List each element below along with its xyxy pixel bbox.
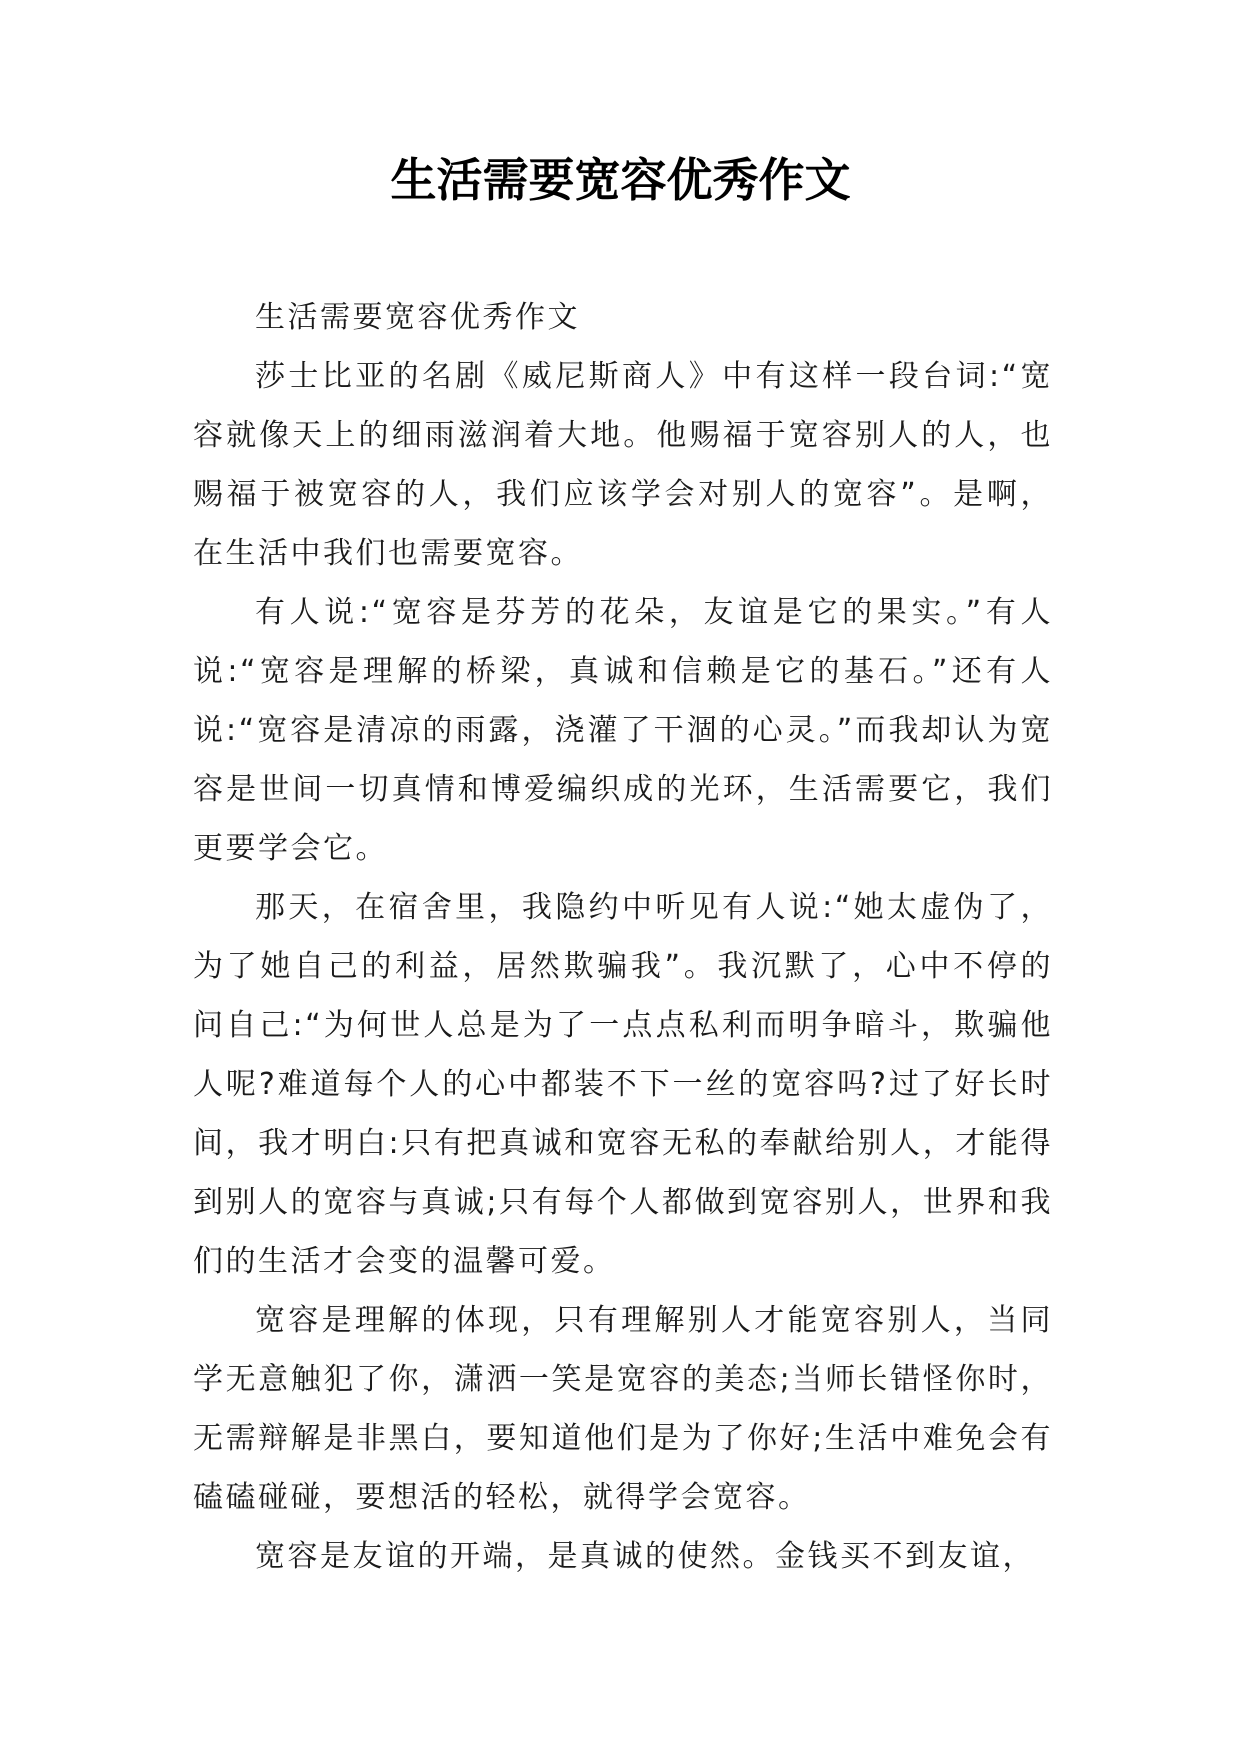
paragraph: 宽容是理解的体现，只有理解别人才能宽容别人，当同学无意触犯了你，潇洒一笑是宽容的美态;当师长错怪你时，无需辩解是非黑白，要知道他们是为了你好;生活中难免会有磕磕碰碰，要想活的轻松，就得学会宽容。 [193, 1303, 1053, 1515]
paragraph: 莎士比亚的名剧《威尼斯商人》中有这样一段台词:“宽容就像天上的细雨滋润着大地。他赐福于宽容别人的人，也赐福于被宽容的人，我们应该学会对别人的宽容”。是啊，在生活中我们也需要宽容。 [193, 359, 1053, 571]
paragraph: 宽容是友谊的开端，是真诚的使然。金钱买不到友谊， [255, 1539, 1035, 1574]
paragraph: 有人说:“宽容是芬芳的花朵，友谊是它的果实。”有人说:“宽容是理解的桥梁，真诚和信赖是它的基石。”还有人说:“宽容是清凉的雨露，浇灌了干涸的心灵。”而我却认为宽容是世间一切真情和博爱编织成的光环，生活需要它，我们更要学会它。 [193, 595, 1053, 866]
document-body [193, 288, 1053, 1586]
document-title: 生活需要宽容优秀作文 [390, 153, 851, 207]
paragraph: 那天，在宿舍里，我隐约中听见有人说:“她太虚伪了，为了她自己的利益，居然欺骗我”。我沉默了，心中不停的问自己:“为何世人总是为了一点点私利而明争暗斗，欺骗他人呢?难道每个人的心中都装不下一丝的宽容吗?过了好长时间，我才明白:只有把真诚和宽容无私的奉献给别人，才能得到别人的宽容与真诚;只有每个人都做到宽容别人，世界和我们的生活才会变的温馨可爱。 [193, 890, 1053, 1279]
paragraph-subtitle: 生活需要宽容优秀作文 [255, 300, 580, 335]
